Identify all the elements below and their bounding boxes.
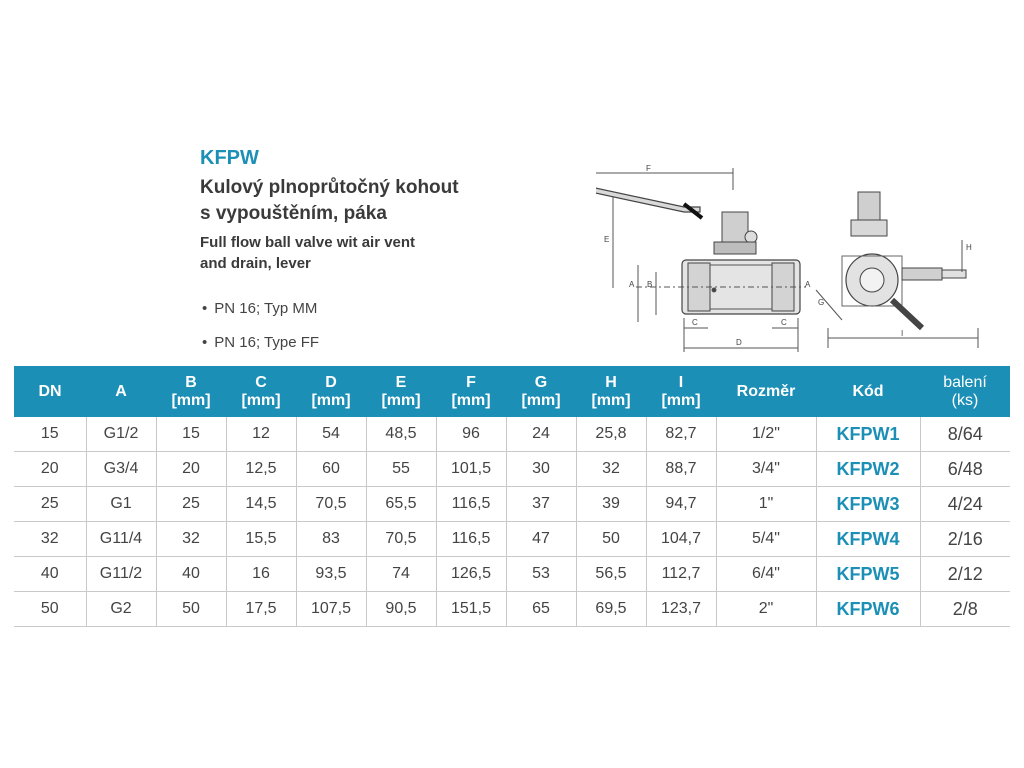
column-header-name: F xyxy=(466,373,476,391)
table-cell: 24 xyxy=(506,417,576,452)
column-header-unit: [mm] xyxy=(521,391,561,409)
column-header-unit: [mm] xyxy=(451,391,491,409)
table-cell: 6/48 xyxy=(920,452,1010,487)
bullet-dot-icon: • xyxy=(202,334,208,351)
bullet-text-2: PN 16; Type FF xyxy=(214,334,320,351)
table-cell: 20 xyxy=(156,452,226,487)
table-cell: 5/4" xyxy=(716,522,816,557)
table-cell: 12 xyxy=(226,417,296,452)
table-cell: 151,5 xyxy=(436,592,506,627)
table-cell: 96 xyxy=(436,417,506,452)
table-cell: 53 xyxy=(506,557,576,592)
column-header-name: DN xyxy=(38,382,62,400)
table-cell: 65,5 xyxy=(366,487,436,522)
title-czech-line-1: Kulový plnoprůtočný kohout xyxy=(200,177,459,198)
table-cell: 116,5 xyxy=(436,522,506,557)
table-cell: 93,5 xyxy=(296,557,366,592)
table-cell: 32 xyxy=(576,452,646,487)
column-header-12 xyxy=(920,366,1010,417)
table-cell: 69,5 xyxy=(576,592,646,627)
dim-label-a: A xyxy=(629,280,635,289)
product-code-cell: KFPW6 xyxy=(816,592,920,627)
table-cell: 6/4" xyxy=(716,557,816,592)
column-header-name: A xyxy=(115,382,127,400)
table-row xyxy=(14,522,1010,557)
table-header-row xyxy=(14,366,1010,417)
column-header-name: C xyxy=(255,373,267,391)
product-code-cell: KFPW1 xyxy=(816,417,920,452)
table-cell: 56,5 xyxy=(576,557,646,592)
dim-label-g: G xyxy=(818,298,825,307)
table-cell: G2 xyxy=(86,592,156,627)
bullet-item-2 xyxy=(202,334,319,351)
table-cell: 2" xyxy=(716,592,816,627)
table-cell: 32 xyxy=(156,522,226,557)
dim-label-h: H xyxy=(966,243,972,252)
table-cell: 65 xyxy=(506,592,576,627)
table-cell: 40 xyxy=(14,557,86,592)
column-header-5 xyxy=(366,366,436,417)
column-header-3 xyxy=(226,366,296,417)
table-body xyxy=(14,417,1010,627)
column-header-7 xyxy=(506,366,576,417)
dim-label-e: E xyxy=(604,235,610,244)
column-header-6 xyxy=(436,366,506,417)
column-header-name: H xyxy=(605,373,617,391)
title-czech-line-2: s vypouštěním, páka xyxy=(200,203,387,224)
table-cell: 54 xyxy=(296,417,366,452)
column-header-unit: [mm] xyxy=(661,391,701,409)
table-cell: 94,7 xyxy=(646,487,716,522)
table-cell: 60 xyxy=(296,452,366,487)
column-header-unit: [mm] xyxy=(171,391,211,409)
front-view xyxy=(596,168,806,352)
table-cell: G11/4 xyxy=(86,522,156,557)
table-cell: G11/2 xyxy=(86,557,156,592)
table-cell: 15,5 xyxy=(226,522,296,557)
title-english-line-1: Full flow ball valve wit air vent xyxy=(200,234,416,251)
table-cell: 55 xyxy=(366,452,436,487)
table-cell: 32 xyxy=(14,522,86,557)
column-header-unit: [mm] xyxy=(311,391,351,409)
table-row xyxy=(14,557,1010,592)
dim-label-f: F xyxy=(646,164,651,173)
column-header-name: Rozměr xyxy=(736,382,796,400)
valve-technical-drawing xyxy=(596,160,986,355)
column-header-name: I xyxy=(678,373,684,391)
product-code-cell: KFPW2 xyxy=(816,452,920,487)
table-row xyxy=(14,417,1010,452)
dim-label-b: B xyxy=(647,280,653,289)
dim-label-d: D xyxy=(736,338,742,347)
table-cell: 2/16 xyxy=(920,522,1010,557)
table-cell: 15 xyxy=(14,417,86,452)
dim-label-i: I xyxy=(901,329,904,338)
column-header-unit: (ks) xyxy=(951,391,979,409)
table-cell: 40 xyxy=(156,557,226,592)
column-header-11 xyxy=(816,366,920,417)
column-header-unit: [mm] xyxy=(241,391,281,409)
column-header-1 xyxy=(86,366,156,417)
side-view xyxy=(816,192,978,348)
column-header-name: Kód xyxy=(852,382,884,400)
column-header-9 xyxy=(646,366,716,417)
table-cell: 74 xyxy=(366,557,436,592)
table-cell: 70,5 xyxy=(366,522,436,557)
table-cell: 107,5 xyxy=(296,592,366,627)
bullet-dot-icon: • xyxy=(202,300,208,317)
product-code: KFPW xyxy=(200,147,259,169)
table-cell: 83 xyxy=(296,522,366,557)
table-cell: 48,5 xyxy=(366,417,436,452)
table-cell: 8/64 xyxy=(920,417,1010,452)
title-english-line-2: and drain, lever xyxy=(200,255,311,272)
table-cell: 16 xyxy=(226,557,296,592)
product-code-cell: KFPW4 xyxy=(816,522,920,557)
title-czech xyxy=(200,175,459,227)
table-cell: 104,7 xyxy=(646,522,716,557)
column-header-name: balení xyxy=(943,373,987,391)
table-cell: G1/2 xyxy=(86,417,156,452)
table-cell: 20 xyxy=(14,452,86,487)
table-cell: G1 xyxy=(86,487,156,522)
product-code-cell: KFPW3 xyxy=(816,487,920,522)
title-english xyxy=(200,232,415,274)
product-code-cell: KFPW5 xyxy=(816,557,920,592)
table-cell: 2/12 xyxy=(920,557,1010,592)
table-cell: 1" xyxy=(716,487,816,522)
bullet-text-1: PN 16; Typ MM xyxy=(214,300,318,317)
column-header-unit: [mm] xyxy=(381,391,421,409)
column-header-unit: [mm] xyxy=(591,391,631,409)
dim-label-c-right: C xyxy=(781,318,787,327)
table-cell: 50 xyxy=(156,592,226,627)
table-cell: 39 xyxy=(576,487,646,522)
table-cell: 12,5 xyxy=(226,452,296,487)
table-cell: 14,5 xyxy=(226,487,296,522)
table-row xyxy=(14,452,1010,487)
table-cell: 15 xyxy=(156,417,226,452)
column-header-2 xyxy=(156,366,226,417)
table-cell: 126,5 xyxy=(436,557,506,592)
column-header-name: E xyxy=(395,373,407,391)
table-cell: 37 xyxy=(506,487,576,522)
table-cell: 30 xyxy=(506,452,576,487)
column-header-4 xyxy=(296,366,366,417)
table-row xyxy=(14,487,1010,522)
column-header-10 xyxy=(716,366,816,417)
column-header-name: B xyxy=(185,373,197,391)
table-cell: 3/4" xyxy=(716,452,816,487)
table-cell: 88,7 xyxy=(646,452,716,487)
column-header-name: G xyxy=(534,373,548,391)
table-row xyxy=(14,592,1010,627)
table-cell: 25 xyxy=(156,487,226,522)
table-cell: 123,7 xyxy=(646,592,716,627)
column-header-0 xyxy=(14,366,86,417)
table-cell: 17,5 xyxy=(226,592,296,627)
table-cell: 116,5 xyxy=(436,487,506,522)
table-cell: 82,7 xyxy=(646,417,716,452)
specification-table xyxy=(14,366,1010,627)
dim-label-a-right: A xyxy=(805,280,811,289)
column-header-name: D xyxy=(325,373,337,391)
table-cell: 112,7 xyxy=(646,557,716,592)
table-cell: 47 xyxy=(506,522,576,557)
bullet-item-1 xyxy=(202,300,317,317)
table-cell: 70,5 xyxy=(296,487,366,522)
table-cell: 2/8 xyxy=(920,592,1010,627)
table-cell: 4/24 xyxy=(920,487,1010,522)
column-header-8 xyxy=(576,366,646,417)
table-cell: 50 xyxy=(14,592,86,627)
dim-label-c-left: C xyxy=(692,318,698,327)
table-cell: 1/2" xyxy=(716,417,816,452)
table-cell: 25 xyxy=(14,487,86,522)
table-cell: G3/4 xyxy=(86,452,156,487)
table-cell: 101,5 xyxy=(436,452,506,487)
table-cell: 25,8 xyxy=(576,417,646,452)
table-cell: 90,5 xyxy=(366,592,436,627)
table-cell: 50 xyxy=(576,522,646,557)
